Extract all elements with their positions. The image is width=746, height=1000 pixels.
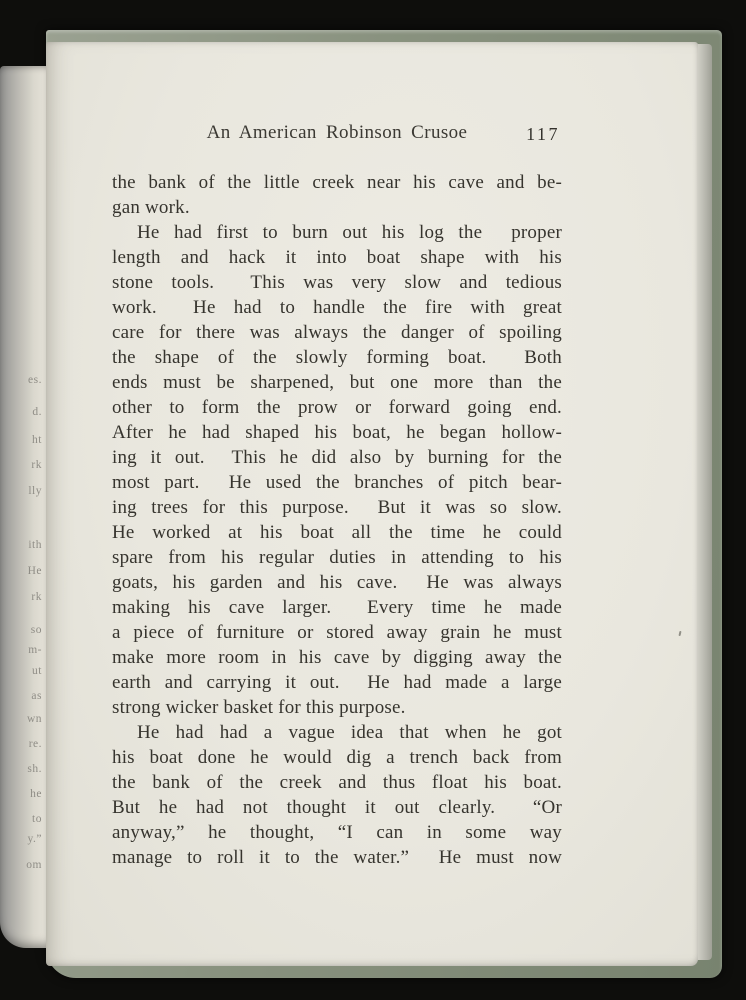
text-line: goats, his garden and his cave. He was always xyxy=(112,572,562,593)
running-header xyxy=(112,122,562,150)
text-line: length and hack it into boat shape with his xyxy=(112,247,562,268)
text-line: care for there was always the danger of spoiling xyxy=(112,322,562,343)
text-line: After he had shaped his boat, he began hollow- xyxy=(112,422,562,443)
edge-text-fragment: as xyxy=(31,690,42,702)
edge-text-fragment: ith xyxy=(28,539,42,551)
text-line: his boat done he would dig a trench back from xyxy=(112,747,562,768)
book-page xyxy=(46,42,698,966)
text-line: spare from his regular duties in attending to his xyxy=(112,547,562,568)
text-line: gan work. xyxy=(112,197,190,218)
text-line: make more room in his cave by digging away the xyxy=(112,647,562,668)
text-line: He worked at his boat all the time he could xyxy=(112,522,562,543)
text-line: the bank of the little creek near his cave and be- xyxy=(112,172,562,193)
edge-text-fragment: lly xyxy=(28,485,42,497)
text-line: the bank of the creek and thus float his boat. xyxy=(112,772,562,793)
page-body-text xyxy=(112,170,562,870)
running-header-title: An American Robinson Crusoe xyxy=(206,122,468,143)
text-line: making his cave larger. Every time he made xyxy=(112,597,562,618)
edge-text-fragment: sh. xyxy=(27,763,42,775)
text-line: He had had a vague idea that when he got xyxy=(137,722,562,743)
edge-text-fragment: so xyxy=(30,624,42,636)
edge-text-fragment: om xyxy=(26,859,42,871)
text-line: manage to roll it to the water.” He must now xyxy=(112,847,562,868)
edge-text-fragment: rk xyxy=(31,459,42,471)
edge-text-fragment: He xyxy=(27,565,42,577)
text-line: He had first to burn out his log the proper xyxy=(137,222,562,243)
edge-text-fragment: m- xyxy=(28,644,42,656)
text-line: stone tools. This was very slow and tedious xyxy=(112,272,562,293)
edge-text-fragment: wn xyxy=(26,713,42,725)
edge-text-fragment: es. xyxy=(28,374,42,386)
edge-text-fragment: re. xyxy=(28,738,42,750)
page-number: 117 xyxy=(526,124,560,144)
text-line: a piece of furniture or stored away grain he must xyxy=(112,622,562,643)
edge-text-fragment: rk xyxy=(31,591,42,603)
edge-text-fragment: y.” xyxy=(27,833,42,845)
text-line: strong wicker basket for this purpose. xyxy=(112,697,406,718)
text-line: But he had not thought it out clearly. “Or xyxy=(112,797,562,818)
text-line: anyway,” he thought, “I can in some way xyxy=(112,822,562,843)
text-line: most part. He used the branches of pitch bear- xyxy=(112,472,562,493)
paper-speck xyxy=(679,631,682,636)
edge-text-fragment: ht xyxy=(32,434,42,446)
text-line: other to form the prow or forward going end. xyxy=(112,397,562,418)
text-line: work. He had to handle the fire with great xyxy=(112,297,562,318)
text-line: the shape of the slowly forming boat. Both xyxy=(112,347,562,368)
text-line: ing it out. This he did also by burning for the xyxy=(112,447,562,468)
edge-text-fragment: he xyxy=(30,788,42,800)
edge-text-fragment: d. xyxy=(32,406,42,418)
text-line: ends must be sharpened, but one more than the xyxy=(112,372,562,393)
edge-text-fragment: to xyxy=(32,813,42,825)
text-line: earth and carrying it out. He had made a large xyxy=(112,672,562,693)
text-line: ing trees for this purpose. But it was so slow. xyxy=(112,497,562,518)
edge-text-fragment: ut xyxy=(32,665,42,677)
page-fore-edge xyxy=(697,44,712,960)
